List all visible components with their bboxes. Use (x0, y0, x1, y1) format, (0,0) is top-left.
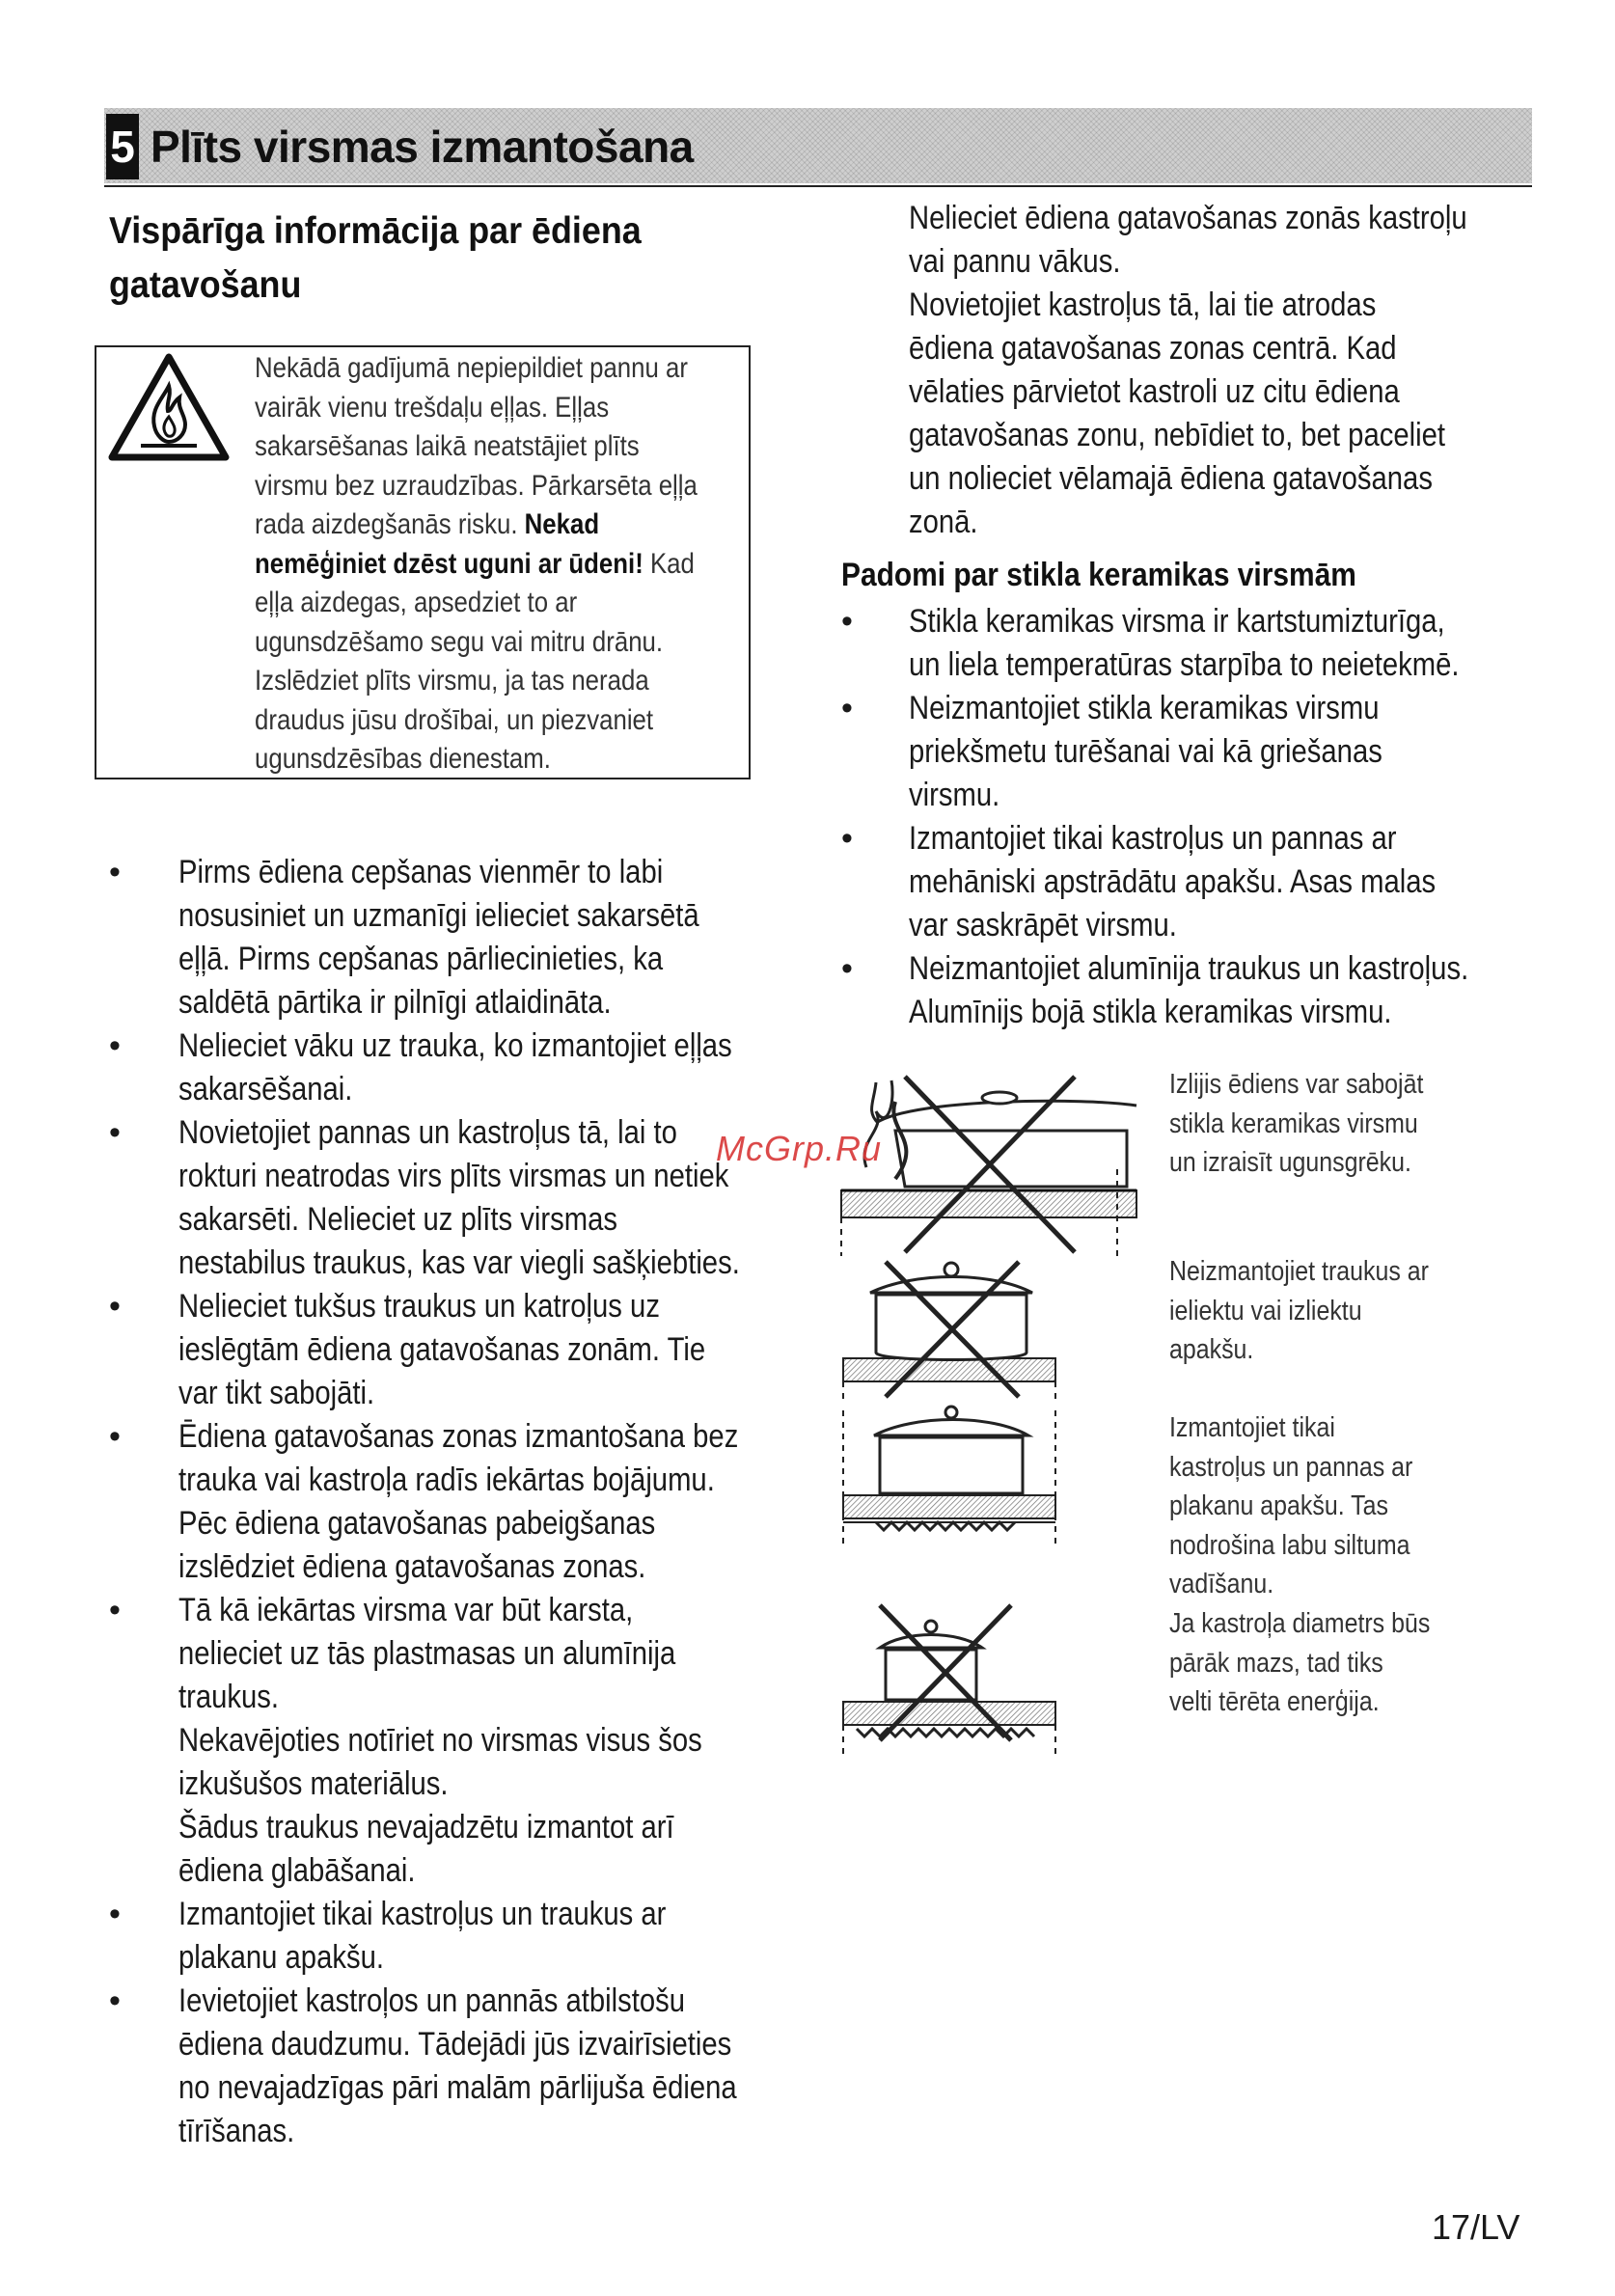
caption-line: apakšu. (1169, 1334, 1254, 1365)
list-item-line: Nelieciet tukšus traukus un katroļus uz (178, 1288, 660, 1325)
flat-bottom-pot-illustration (837, 1405, 1142, 1549)
list-item (178, 1285, 759, 1415)
illustration-caption (1169, 1252, 1485, 1370)
page-number: 17/LV (1432, 2207, 1520, 2247)
list-item-line: mehāniski apstrādātu apakšu. Asas malas (909, 863, 1437, 900)
list-item-line: sakarsēti. Nelieciet uz plīts virsmas (178, 1201, 617, 1238)
tips-heading: Padomi par stikla keramikas virsmām (841, 557, 1356, 593)
caption-line: un izraisīt ugunsgrēku. (1169, 1147, 1411, 1178)
list-item-line: eļļā. Pirms cepšanas pārliecinieties, ka (178, 941, 664, 977)
bullet-dot: • (841, 820, 853, 857)
warning-line: ugunsdzēšamo segu vai mitru drānu. (255, 625, 664, 658)
list-item-line: Izmantojiet tikai kastroļus un traukus ar (178, 1896, 667, 1932)
list-item-line: Stikla keramikas virsma ir kartstumizturīga, (909, 603, 1445, 640)
list-item-line: Ievietojiet kastroļos un pannās atbilstošu (178, 1982, 686, 2019)
caption-line: kastroļus un pannas ar (1169, 1451, 1413, 1483)
list-item (178, 1415, 759, 1589)
list-item (178, 1025, 759, 1111)
list-item-line: Ēdiena gatavošanas zonas izmantošana bez (178, 1418, 739, 1455)
warning-bold-text: Nekad (524, 508, 600, 540)
list-item-line: Neizmantojiet stikla keramikas virsmu (909, 690, 1380, 726)
warning-line (255, 545, 736, 585)
list-item-line: nosusiniet un uzmanīgi ielieciet sakarsētā (178, 897, 699, 934)
curved-bottom-pot-illustration (837, 1258, 1142, 1403)
list-item-line: rokturi neatrodas virs plīts virsmas un netiek (178, 1158, 729, 1194)
list-item-line: Pirms ēdiena cepšanas vienmēr to labi (178, 854, 664, 890)
warning-line: vairāk vienu trešdaļu eļļas. Eļļas (255, 391, 610, 424)
list-item-line: Neizmantojiet alumīnija traukus un kastroļus. (909, 950, 1469, 987)
list-item-line: trauka vai kastroļa radīs iekārtas bojājumu. (178, 1462, 715, 1498)
warning-line: Nekādā gadījumā nepiepildiet pannu ar (255, 352, 688, 384)
caption-line: Neizmantojiet traukus ar (1169, 1256, 1429, 1287)
list-item-line: nestabilus traukus, kas var viegli sašķiebties. (178, 1244, 740, 1281)
list-item-line: ieslēgtām ēdiena gatavošanas zonām. Tie (178, 1331, 706, 1368)
paragraph-line: ēdiena gatavošanas zonas centrā. Kad (909, 330, 1397, 367)
list-item (909, 687, 1540, 817)
watermark: McGrp.Ru (716, 1129, 883, 1168)
caption-line: pārāk mazs, tad tiks (1169, 1647, 1383, 1679)
bullet-dot: • (109, 1418, 121, 1455)
list-item-line: nelieciet uz tās plastmasas un alumīnija (178, 1635, 676, 1672)
header-rule (104, 185, 1532, 187)
bullet-dot: • (109, 1592, 121, 1628)
list-item-line: Novietojiet pannas un kastroļus tā, lai to (178, 1114, 677, 1151)
caption-line: stikla keramikas virsmu (1169, 1107, 1418, 1139)
list-item-line: Izmantojiet tikai kastroļus un pannas ar (909, 820, 1397, 857)
list-item-line: ēdiena daudzumu. Tādejādi jūs izvairīsieties (178, 2026, 732, 2063)
bullet-dot: • (841, 950, 853, 987)
paragraph-line: Nelieciet ēdiena gatavošanas zonās kastroļu (909, 200, 1467, 236)
list-item-line: Alumīnijs bojā stikla keramikas virsmu. (909, 994, 1392, 1030)
list-item-line: Tā kā iekārtas virsma var būt karsta, (178, 1592, 634, 1628)
list-item-line: var tikt sabojāti. (178, 1375, 375, 1411)
right-intro-text (909, 197, 1540, 544)
list-item-line: sakarsēšanai. (178, 1071, 353, 1107)
list-item-line: traukus. (178, 1679, 280, 1715)
warning-line: Izslēdziet plīts virsmu, ja tas nerada (255, 665, 649, 697)
warning-line: sakarsēšanas laikā neatstājiet plīts (255, 430, 640, 462)
fire-warning-icon (108, 353, 230, 461)
bullet-dot: • (109, 1982, 121, 2019)
paragraph-line: Novietojiet kastroļus tā, lai tie atrodas (909, 287, 1377, 323)
small-pot-illustration (837, 1596, 1142, 1760)
bullet-dot: • (841, 603, 853, 640)
list-item-line: Pēc ēdiena gatavošanas pabeigšanas (178, 1505, 656, 1542)
list-item-line: ēdiena glabāšanai. (178, 1852, 416, 1889)
illustration-caption (1169, 1408, 1485, 1604)
caption-line: Izlijis ēdiens var sabojāt (1169, 1069, 1424, 1100)
list-item (909, 947, 1540, 1034)
bullet-dot: • (109, 1114, 121, 1151)
caption-line: vadīšanu. (1169, 1569, 1274, 1599)
bullet-dot: • (109, 1288, 121, 1325)
subheading (109, 205, 713, 313)
caption-line: ieliektu vai izliektu (1169, 1295, 1362, 1326)
list-item (909, 817, 1540, 947)
section-number: 5 (106, 114, 139, 179)
warning-line-part: Kad (649, 547, 695, 580)
spilled-food-pot-illustration (837, 1063, 1142, 1256)
bullet-dot: • (109, 1027, 121, 1064)
list-item-line: Nelieciet vāku uz trauka, ko izmantojiet eļļas (178, 1027, 732, 1064)
list-item-line: var saskrāpēt virsmu. (909, 907, 1177, 943)
list-item-line: Šādus traukus nevajadzētu izmantot arī (178, 1809, 674, 1845)
warning-line: eļļa aizdegas, apsedziet to ar (255, 587, 578, 618)
list-item (178, 851, 759, 1025)
warning-line-part: rada aizdegšanās risku. (255, 508, 518, 540)
warning-bold-text: nemēģiniet dzēst uguni ar ūdeni! (255, 547, 643, 580)
paragraph-line: gatavošanas zonu, nebīdiet to, bet paceliet (909, 417, 1445, 453)
list-item-line: no nevajadzīgas pāri malām pārlijuša ēdiena (178, 2069, 737, 2106)
list-item-line: virsmu. (909, 777, 1000, 813)
paragraph-line: vai pannu vākus. (909, 243, 1121, 280)
illustration-caption (1169, 1604, 1485, 1722)
list-item (178, 1980, 759, 2153)
list-item-line: priekšmetu turēšanai vai kā griešanas (909, 733, 1382, 770)
warning-text (255, 349, 736, 779)
list-item-line: izkušušos materiālus. (178, 1765, 449, 1802)
paragraph-line: vēlaties pārvietot kastroli uz citu ēdiena (909, 373, 1400, 410)
paragraph-line: un nolieciet vēlamajā ēdiena gatavošanas (909, 460, 1433, 497)
list-item-line: Nekavējoties notīriet no virsmas visus šos (178, 1722, 702, 1759)
caption-line: velti tērēta enerģija. (1169, 1686, 1380, 1717)
warning-line: ugunsdzēsības dienestam. (255, 743, 551, 775)
bullet-dot: • (841, 690, 853, 726)
list-item-line: un liela temperatūras starpība to neietekmē. (909, 646, 1460, 683)
illustration-caption (1169, 1065, 1485, 1183)
list-item (909, 600, 1540, 687)
warning-line: draudus jūsu drošībai, un piezvaniet (255, 703, 654, 736)
warning-line (255, 506, 736, 545)
caption-line: Ja kastroļa diametrs būs (1169, 1608, 1431, 1639)
subheading-line: gatavošanu (109, 264, 302, 306)
list-item-line: izslēdziet ēdiena gatavošanas zonas. (178, 1548, 646, 1585)
subheading-line: Vispārīga informācija par ēdiena (109, 210, 642, 252)
list-item-line: saldētā pārtika ir pilnīgi atlaidināta. (178, 984, 612, 1021)
warning-line: virsmu bez uzraudzības. Pārkarsēta eļļa (255, 469, 698, 502)
list-item-line: tīrīšanas. (178, 2113, 295, 2149)
list-item-line: plakanu apakšu. (178, 1939, 384, 1976)
list-item (178, 1589, 759, 1893)
section-title: Plīts virsmas izmantošana (151, 122, 694, 172)
bullet-dot: • (109, 1896, 121, 1932)
list-item (178, 1111, 759, 1285)
list-item (178, 1893, 759, 1980)
paragraph-line: zonā. (909, 504, 978, 540)
caption-line: Izmantojiet tikai (1169, 1412, 1335, 1443)
bullet-dot: • (109, 854, 121, 890)
caption-line: plakanu apakšu. Tas (1169, 1490, 1388, 1521)
caption-line: nodrošina labu siltuma (1169, 1529, 1410, 1561)
